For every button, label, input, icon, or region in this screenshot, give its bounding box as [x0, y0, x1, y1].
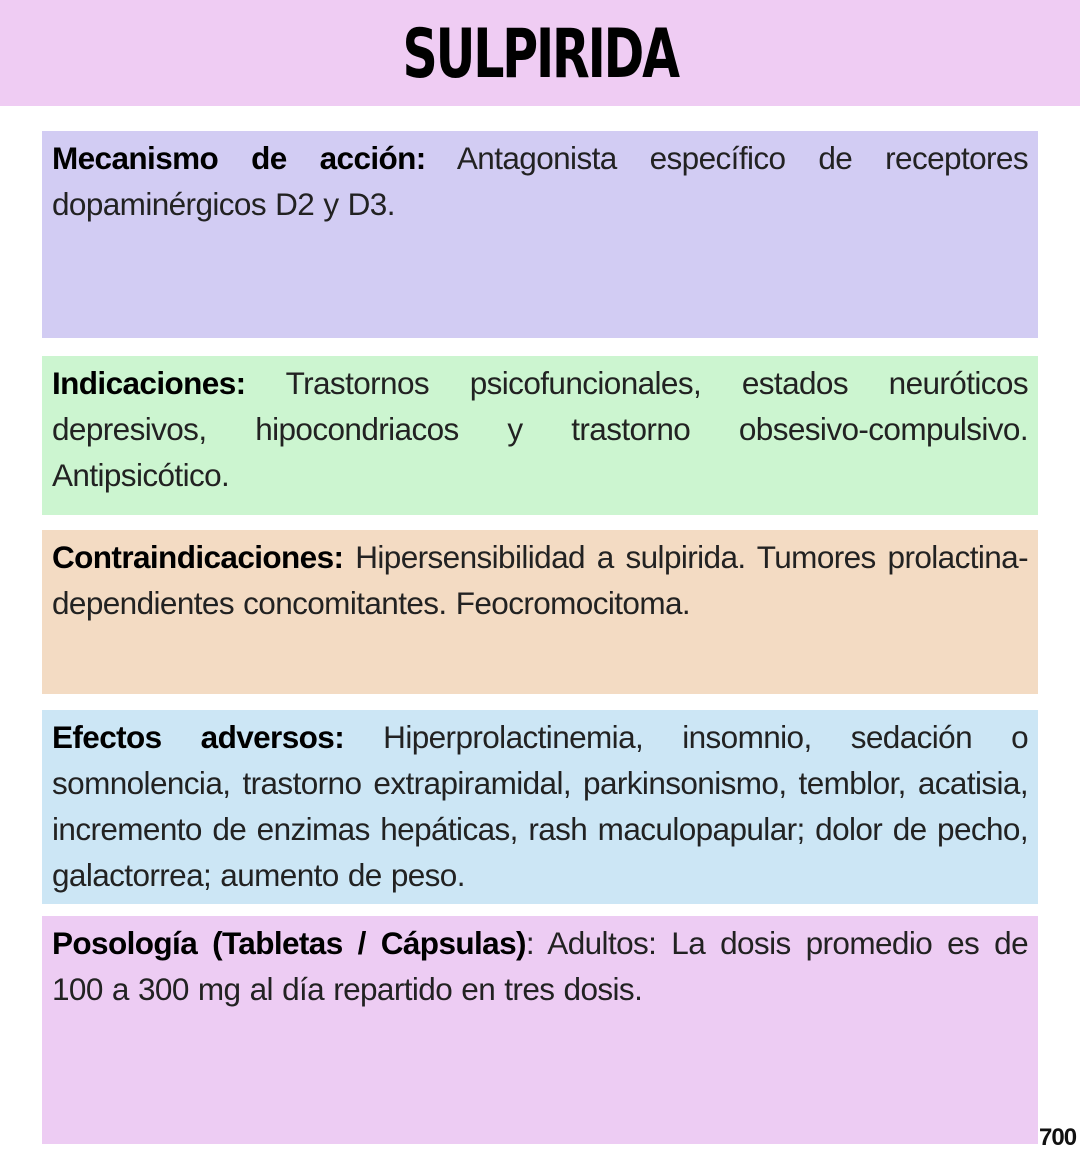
section-body [52, 920, 1028, 1012]
page-number: 700 [1039, 1124, 1077, 1151]
section-content: Hipersensibilidad a sulpirida. Tumores prolactina-dependientes concomitantes. Feocromocitoma. [52, 539, 1028, 621]
section-posologia [42, 916, 1038, 1144]
section-label: Indicaciones: [52, 365, 246, 401]
section-body [52, 135, 1028, 227]
section-mecanismo-de-accion [42, 131, 1038, 338]
section-efectos-adversos [42, 710, 1038, 904]
section-content: Hiperprolactinemia, insomnio, sedación o somnolencia, trastorno extrapiramidal, parkinsonismo, temblor, acatisia, incremento de enzimas hepáticas, rash maculopapular; dolor de pecho, galactorrea; aumento de peso. [52, 719, 1028, 893]
section-label: Posología (Tabletas / Cápsulas) [52, 925, 526, 961]
page-title: SULPIRIDA [402, 15, 678, 94]
section-indicaciones [42, 356, 1038, 515]
section-body [52, 714, 1028, 898]
section-content: Trastornos psicofuncionales, estados neuróticos depresivos, hipocondriacos y trastorno obsesivo-compulsivo. Antipsicótico. [52, 365, 1028, 493]
section-body [52, 534, 1028, 626]
section-label: Contraindicaciones: [52, 539, 344, 575]
section-body [52, 360, 1028, 498]
section-content: Antagonista específico de receptores dopaminérgicos D2 y D3. [52, 140, 1028, 222]
section-content: : Adultos: La dosis promedio es de 100 a 300 mg al día repartido en tres dosis. [52, 925, 1028, 1007]
section-label: Efectos adversos: [52, 719, 345, 755]
section-label: Mecanismo de acción: [52, 140, 426, 176]
section-contraindicaciones [42, 530, 1038, 694]
title-banner [0, 0, 1080, 106]
